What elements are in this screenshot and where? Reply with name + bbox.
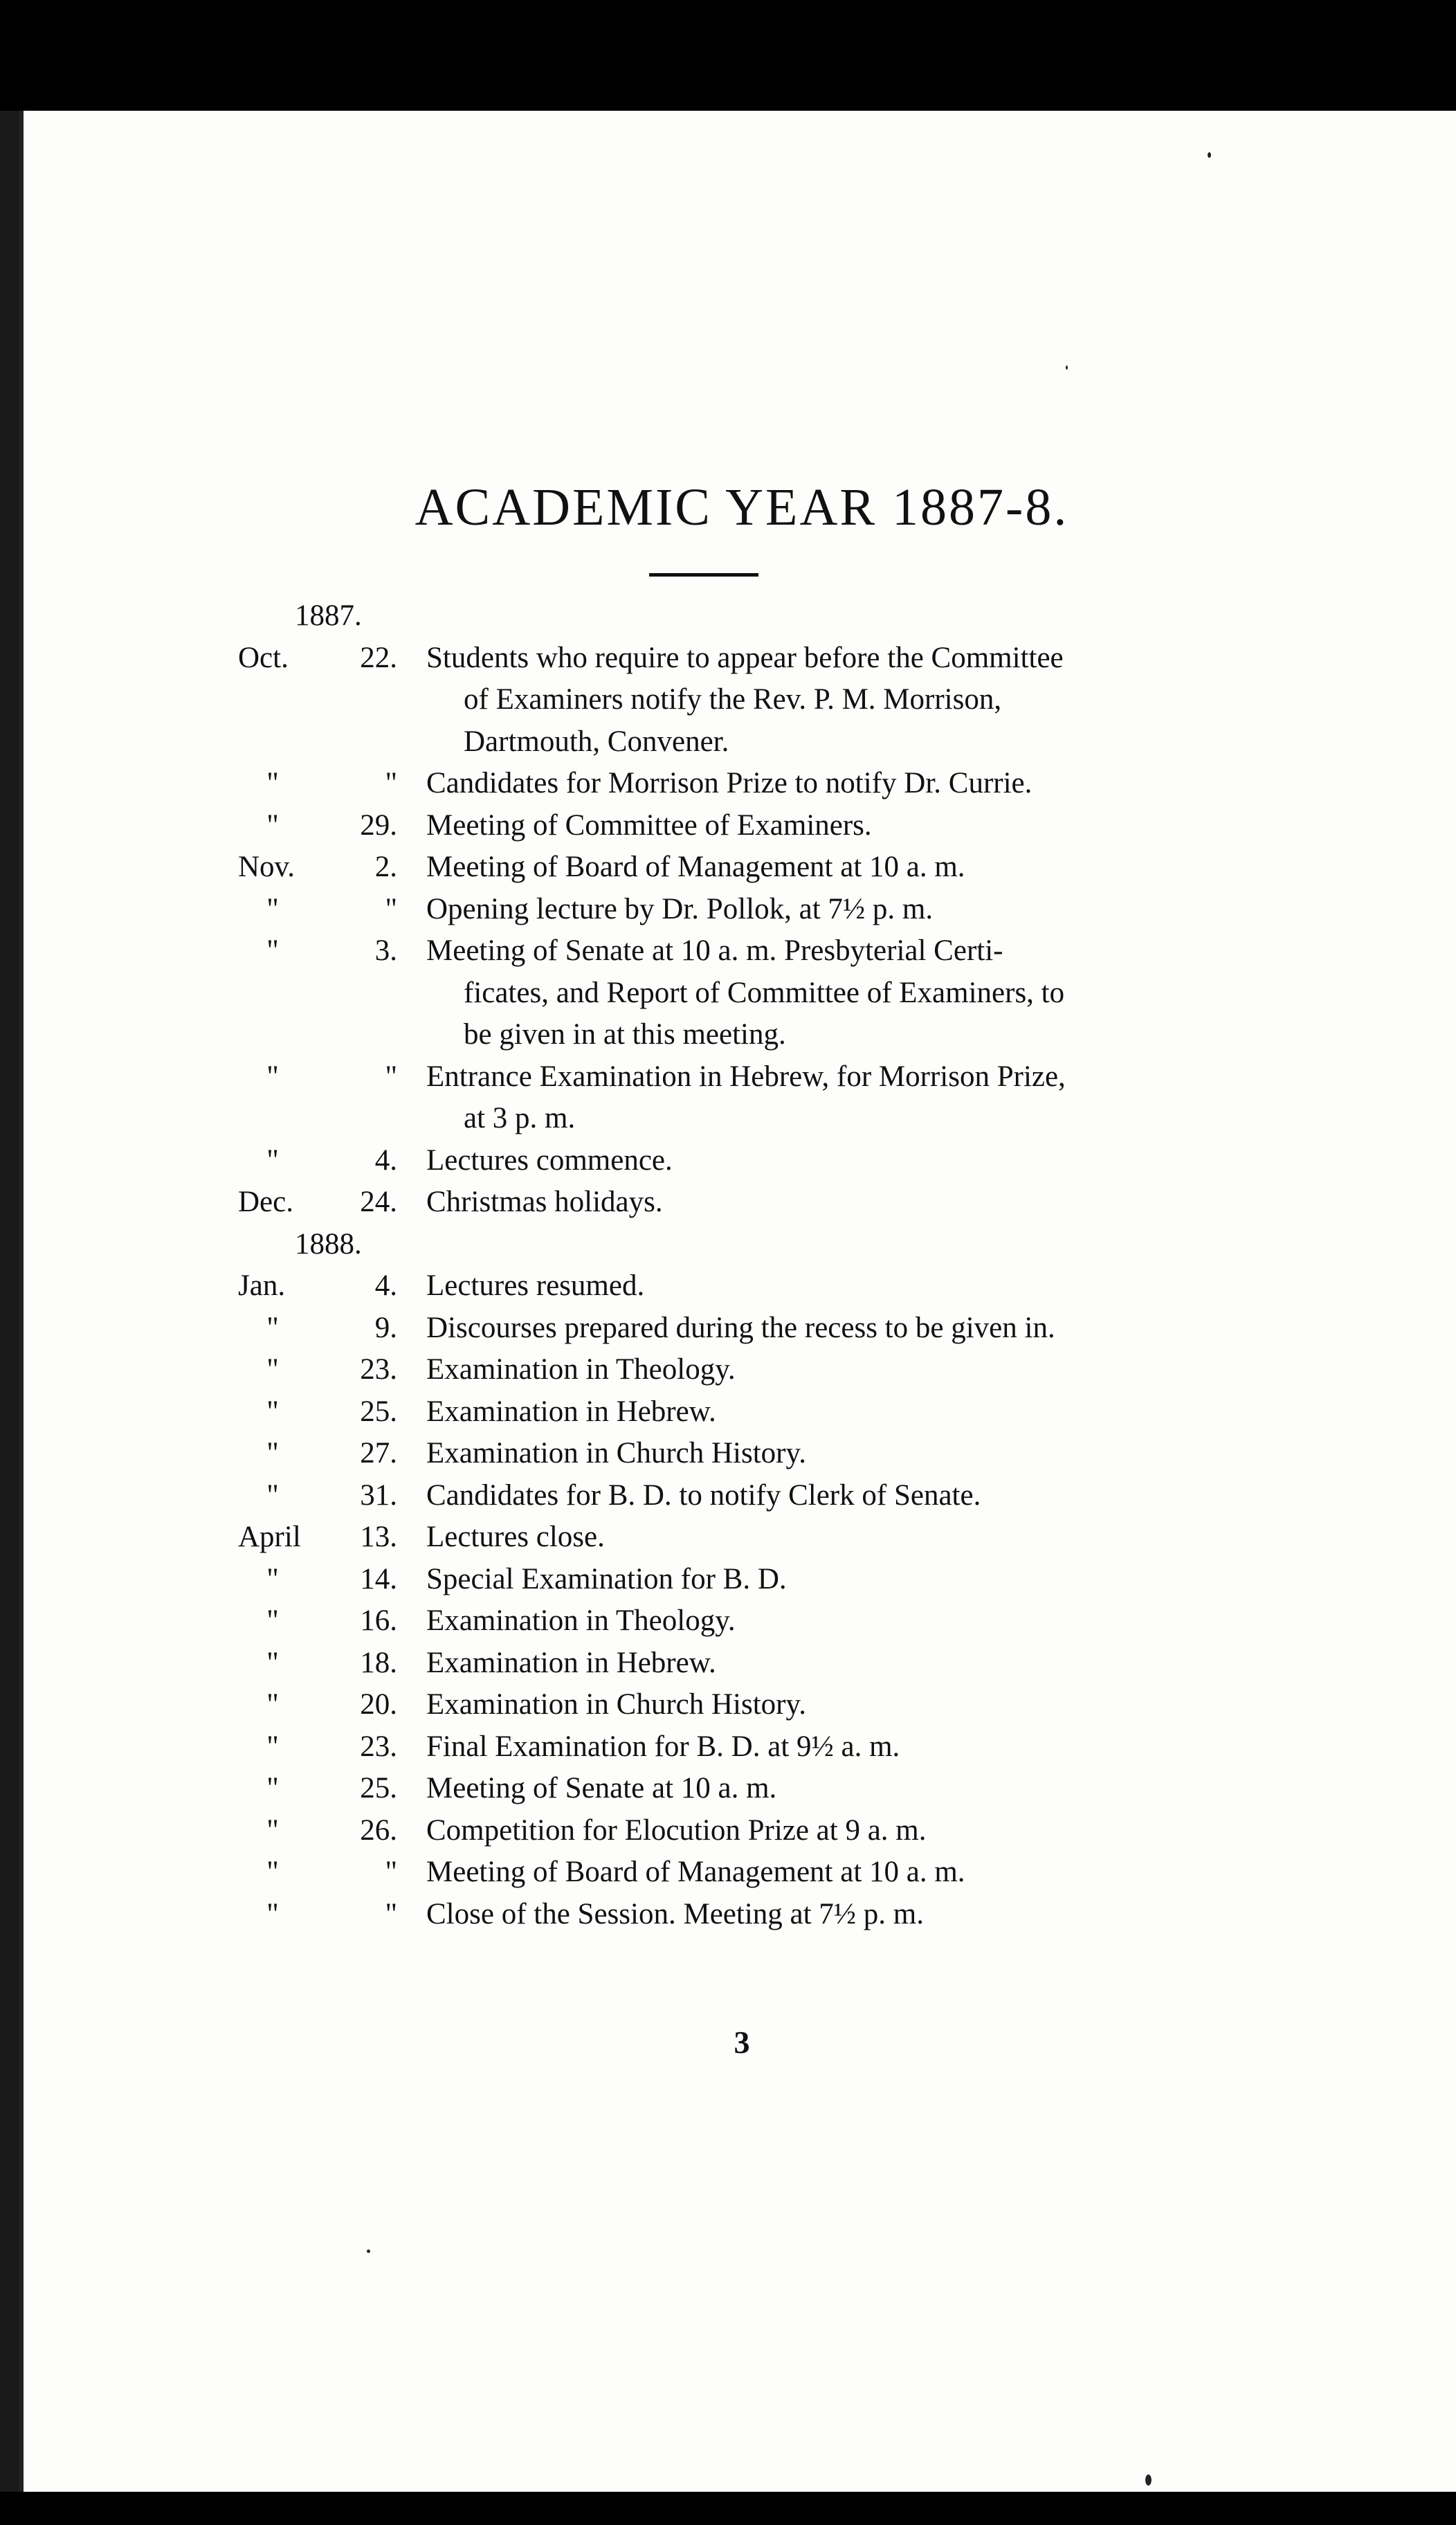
scan-edge-shadow: [0, 111, 19, 2492]
entry-text: Students who require to appear before the Committee: [426, 642, 1064, 674]
entry-month: ": [266, 1604, 279, 1637]
entry-text-continued: of Examiners notify the Rev. P. M. Morrison,: [464, 683, 1002, 716]
entry-text: Entrance Examination in Hebrew, for Morrison Prize,: [426, 1060, 1066, 1093]
scan-speck: [1066, 365, 1068, 370]
scan-speck: [1208, 152, 1211, 158]
entry-day: 22.: [360, 642, 397, 674]
entry-month: ": [266, 1688, 279, 1721]
entry-month: ": [266, 1772, 279, 1804]
year-heading: 1888.: [295, 1228, 362, 1260]
page-number: 3: [734, 2025, 750, 2060]
entry-day: ": [385, 767, 397, 799]
entry-text: Candidates for B. D. to notify Clerk of Senate.: [426, 1479, 981, 1512]
entry-month: ": [266, 767, 279, 799]
entry-month: April: [238, 1521, 301, 1553]
entry-day: ": [385, 893, 397, 925]
entry-month: ": [266, 1563, 279, 1595]
entry-month: ": [266, 1437, 279, 1469]
entry-text: Final Examination for B. D. at 9½ a. m.: [426, 1730, 900, 1763]
entry-text: Close of the Session. Meeting at 7½ p. m.: [426, 1898, 924, 1930]
entry-month: ": [266, 1856, 279, 1888]
entry-month: ": [266, 1730, 279, 1763]
entry-day: 31.: [360, 1479, 397, 1512]
entry-text: Opening lecture by Dr. Pollok, at 7½ p. m.: [426, 893, 934, 925]
entry-day: ": [385, 1060, 397, 1093]
entry-month: ": [266, 1395, 279, 1428]
entry-text: Examination in Church History.: [426, 1688, 806, 1721]
entry-day: 23.: [360, 1730, 397, 1763]
entry-month: ": [266, 1479, 279, 1512]
entry-text: Meeting of Board of Management at 10 a. m.: [426, 851, 965, 883]
entry-month: ": [266, 1144, 279, 1177]
entry-day: 9.: [374, 1312, 397, 1344]
entry-text-continued: be given in at this meeting.: [464, 1018, 786, 1051]
page-title: ACADEMIC YEAR 1887-8.: [415, 478, 1069, 536]
entry-day: 25.: [360, 1772, 397, 1804]
entry-text: Examination in Hebrew.: [426, 1395, 716, 1428]
entry-text: Candidates for Morrison Prize to notify Dr. Currie.: [426, 767, 1032, 799]
entry-month: ": [266, 1647, 279, 1679]
entry-text: Examination in Theology.: [426, 1353, 736, 1386]
entry-text: Special Examination for B. D.: [426, 1563, 787, 1595]
entry-text: Christmas holidays.: [426, 1186, 663, 1218]
entry-day: 14.: [360, 1563, 397, 1595]
entry-day: 16.: [360, 1604, 397, 1637]
scan-speck: [367, 2250, 370, 2253]
entry-day: 18.: [360, 1647, 397, 1679]
entry-day: 23.: [360, 1353, 397, 1386]
entry-month: Dec.: [238, 1186, 293, 1218]
entry-day: 2.: [374, 851, 397, 883]
entry-day: 4.: [374, 1144, 397, 1177]
entry-month: ": [266, 1312, 279, 1344]
entry-day: 27.: [360, 1437, 397, 1469]
title-rule: [649, 573, 758, 577]
entry-month: ": [266, 1814, 279, 1847]
year-heading: 1887.: [295, 599, 362, 632]
entry-month: Jan.: [238, 1269, 286, 1302]
document-page: [19, 111, 1456, 2492]
entry-day: ": [385, 1856, 397, 1888]
entry-month: ": [266, 809, 279, 842]
entry-text: Lectures commence.: [426, 1144, 673, 1177]
entry-day: 20.: [360, 1688, 397, 1721]
entry-month: Oct.: [238, 642, 289, 674]
entry-day: 25.: [360, 1395, 397, 1428]
entry-day: 3.: [374, 934, 397, 967]
entry-day: 4.: [374, 1269, 397, 1302]
entry-day: ": [385, 1898, 397, 1930]
entry-day: 29.: [360, 809, 397, 842]
entry-day: 26.: [360, 1814, 397, 1847]
entry-text-continued: Dartmouth, Convener.: [464, 725, 729, 758]
entry-text: Examination in Theology.: [426, 1604, 736, 1637]
entry-month: ": [266, 893, 279, 925]
entry-text: Meeting of Senate at 10 a. m.: [426, 1772, 777, 1804]
entry-month: Nov.: [238, 851, 295, 883]
scan-speck: [1145, 2474, 1152, 2486]
entry-text: Meeting of Board of Management at 10 a. m.: [426, 1856, 965, 1888]
entry-text: Discourses prepared during the recess to be given in.: [426, 1312, 1055, 1344]
entry-text: Competition for Elocution Prize at 9 a. m.: [426, 1814, 927, 1847]
entry-text-continued: ficates, and Report of Committee of Examiners, to: [464, 977, 1065, 1009]
entry-text: Lectures resumed.: [426, 1269, 645, 1302]
entry-month: ": [266, 1898, 279, 1930]
entry-text: Meeting of Committee of Examiners.: [426, 809, 872, 842]
entry-month: ": [266, 1353, 279, 1386]
entry-day: 13.: [360, 1521, 397, 1553]
entry-text: Examination in Church History.: [426, 1437, 806, 1469]
entry-text: Meeting of Senate at 10 a. m. Presbyterial Certi-: [426, 934, 1003, 967]
entry-month: ": [266, 934, 279, 967]
entry-text: Examination in Hebrew.: [426, 1647, 716, 1679]
entry-text-continued: at 3 p. m.: [464, 1102, 576, 1134]
entry-month: ": [266, 1060, 279, 1093]
entry-text: Lectures close.: [426, 1521, 605, 1553]
entry-day: 24.: [360, 1186, 397, 1218]
